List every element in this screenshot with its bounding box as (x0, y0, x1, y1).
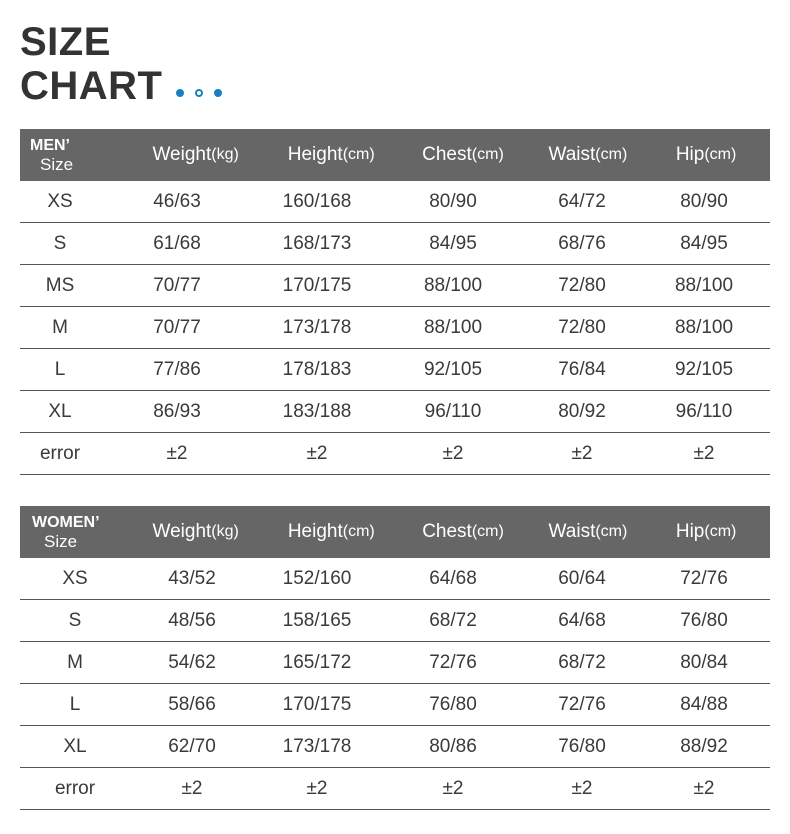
chest-cell: 88/100 (423, 274, 483, 296)
col-name: Chest (422, 521, 472, 542)
col-name: Hip (675, 521, 705, 542)
weight-cell: 70/77 (153, 316, 201, 338)
chest-cell: 96/110 (424, 400, 482, 422)
waist-cell: 72/80 (558, 274, 606, 296)
table-row (20, 558, 770, 600)
waist-cell: 68/72 (558, 651, 606, 673)
header-weight (121, 129, 270, 181)
table-row (20, 349, 770, 391)
waist-cell: 68/76 (558, 232, 606, 254)
height-cell: ±2 (306, 442, 328, 464)
size-cell: S (53, 232, 67, 254)
men-header-size-cell (20, 129, 121, 181)
hip-cell: 88/100 (674, 316, 734, 338)
header-chest (392, 506, 533, 558)
waist-cell: ±2 (571, 777, 593, 799)
size-cell: L (54, 358, 66, 380)
height-cell: 170/175 (282, 274, 352, 296)
col-unit: (cm) (704, 523, 737, 540)
weight-cell: 54/62 (168, 651, 216, 673)
table-row (20, 684, 770, 726)
weight-cell: 46/63 (153, 190, 201, 212)
hip-cell: ±2 (693, 442, 715, 464)
size-cell: M (52, 316, 68, 338)
size-cell: error (39, 442, 81, 464)
col-name: Height (287, 144, 343, 165)
table-row (20, 223, 770, 265)
hip-cell: ±2 (693, 777, 715, 799)
size-cell: XL (48, 400, 72, 422)
men-header-row (20, 129, 770, 181)
header-chest (392, 129, 533, 181)
height-cell: 168/173 (282, 232, 352, 254)
men-size-table (20, 129, 770, 475)
size-cell: L (69, 693, 81, 715)
chest-cell: 72/76 (429, 651, 477, 673)
col-unit: (cm) (342, 146, 375, 163)
women-size-table (20, 506, 770, 810)
weight-cell: 62/70 (168, 735, 216, 757)
col-name: Waist (548, 144, 596, 165)
col-name: Chest (422, 144, 472, 165)
waist-cell: 60/64 (558, 567, 606, 589)
col-name: Weight (152, 144, 212, 165)
men-size-label: Size (40, 155, 74, 174)
size-cell: XS (47, 190, 73, 212)
table-row-error (20, 433, 770, 475)
chest-cell: ±2 (442, 777, 464, 799)
col-unit: (cm) (704, 146, 737, 163)
header-hip (642, 129, 770, 181)
waist-cell: 64/72 (558, 190, 606, 212)
chest-cell: 88/100 (423, 316, 483, 338)
header-height (270, 506, 392, 558)
height-cell: 158/165 (282, 609, 352, 631)
height-cell: 160/168 (282, 190, 352, 212)
women-size-label: Size (44, 532, 78, 551)
women-header-size-cell (20, 506, 121, 558)
dot-solid-icon (214, 89, 222, 97)
col-unit: (kg) (211, 146, 239, 163)
table-row (20, 600, 770, 642)
hip-cell: 88/100 (674, 274, 734, 296)
chest-cell: 92/105 (423, 358, 483, 380)
size-cell: XS (62, 567, 88, 589)
title-line-1: SIZE (20, 20, 111, 64)
weight-cell: 86/93 (153, 400, 201, 422)
table-row (20, 642, 770, 684)
chest-cell: 80/90 (429, 190, 477, 212)
hip-cell: 80/84 (680, 651, 728, 673)
hip-cell: 80/90 (680, 190, 728, 212)
header-hip (642, 506, 770, 558)
hip-cell: 72/76 (680, 567, 728, 589)
waist-cell: ±2 (571, 442, 593, 464)
hip-cell: 84/88 (680, 693, 728, 715)
waist-cell: 80/92 (558, 400, 606, 422)
table-row (20, 391, 770, 433)
title-line-2: CHART (20, 64, 163, 108)
col-name: Height (287, 521, 343, 542)
chest-cell: 84/95 (429, 232, 477, 254)
height-cell: 152/160 (282, 567, 352, 589)
dot-ring-icon (195, 89, 203, 97)
weight-cell: 77/86 (153, 358, 201, 380)
hip-cell: 96/110 (675, 400, 733, 422)
header-waist (534, 506, 642, 558)
size-cell: MS (45, 274, 75, 296)
waist-cell: 72/76 (558, 693, 606, 715)
hip-cell: 84/95 (680, 232, 728, 254)
col-unit: (cm) (342, 523, 375, 540)
weight-cell: 43/52 (168, 567, 216, 589)
table-row (20, 265, 770, 307)
col-name: Waist (548, 521, 596, 542)
chest-cell: ±2 (442, 442, 464, 464)
waist-cell: 64/68 (558, 609, 606, 631)
waist-cell: 76/84 (558, 358, 606, 380)
weight-cell: 61/68 (153, 232, 201, 254)
waist-cell: 72/80 (558, 316, 606, 338)
col-unit: (cm) (471, 146, 504, 163)
header-weight (121, 506, 270, 558)
height-cell: 173/178 (282, 735, 352, 757)
table-row (20, 181, 770, 223)
col-unit: (cm) (595, 146, 628, 163)
chest-cell: 76/80 (429, 693, 477, 715)
chest-cell: 80/86 (429, 735, 477, 757)
header-waist (534, 129, 642, 181)
size-cell: error (54, 777, 96, 799)
hip-cell: 92/105 (674, 358, 734, 380)
col-unit: (cm) (595, 523, 628, 540)
dot-solid-icon (176, 89, 184, 97)
size-cell: M (67, 651, 83, 673)
table-row (20, 307, 770, 349)
col-unit: (cm) (471, 523, 504, 540)
col-name: Weight (152, 521, 212, 542)
weight-cell: 58/66 (168, 693, 216, 715)
chest-cell: 64/68 (429, 567, 477, 589)
table-row-error (20, 768, 770, 810)
men-group-label: MEN’ (30, 137, 70, 154)
col-unit: (kg) (211, 523, 239, 540)
height-cell: 173/178 (282, 316, 352, 338)
height-cell: ±2 (306, 777, 328, 799)
weight-cell: ±2 (181, 777, 203, 799)
size-cell: XL (63, 735, 87, 757)
col-name: Hip (675, 144, 705, 165)
header-height (270, 129, 392, 181)
height-cell: 183/188 (282, 400, 352, 422)
height-cell: 165/172 (282, 651, 352, 673)
page-title (20, 20, 162, 108)
height-cell: 170/175 (282, 693, 352, 715)
height-cell: 178/183 (282, 358, 352, 380)
weight-cell: ±2 (166, 442, 188, 464)
women-group-label: WOMEN’ (32, 514, 100, 531)
waist-cell: 76/80 (558, 735, 606, 757)
chest-cell: 68/72 (429, 609, 477, 631)
hip-cell: 88/92 (680, 735, 728, 757)
table-row (20, 726, 770, 768)
weight-cell: 48/56 (168, 609, 216, 631)
size-cell: S (68, 609, 82, 631)
hip-cell: 76/80 (680, 609, 728, 631)
weight-cell: 70/77 (153, 274, 201, 296)
women-header-row (20, 506, 770, 558)
